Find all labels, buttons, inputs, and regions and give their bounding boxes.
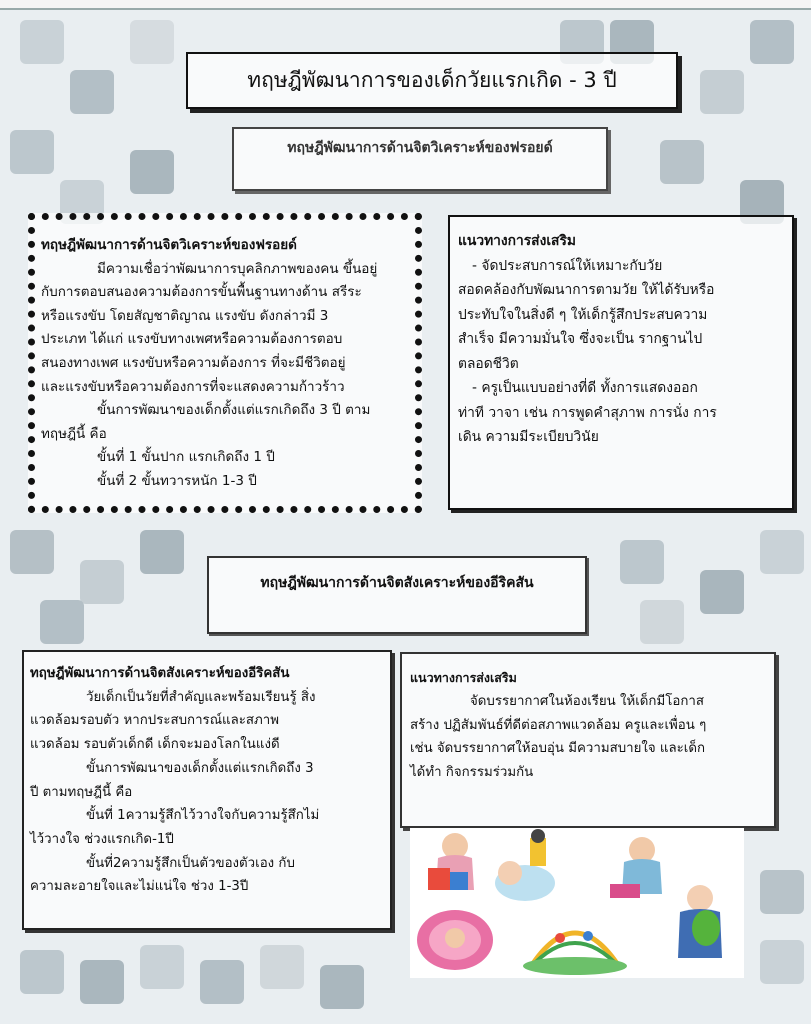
erikson-line: วัยเด็กเป็นวัยที่สำคัญและพร้อมเรียนรู้ สิ่ง <box>86 689 316 705</box>
erikson-promotion-line: จัดบรรยากาศในห้องเรียน ให้เด็กมีโอกาส <box>470 693 705 709</box>
erikson-line: ปี ตามทฤษฎีนี้ คือ <box>30 784 133 800</box>
erikson-promotion-box <box>400 652 776 828</box>
freud-line: กับการตอบสนองความต้องการขั้นพื้นฐานทางด้าน สรีระ <box>41 284 362 301</box>
freud-line: ประเภท ได้แก่ แรงขับทางเพศหรือความต้องการตอบ <box>41 331 343 348</box>
freud-stage-2: ขั้นที่ 2 ขั้นทวารหนัก 1-3 ปี <box>97 472 257 489</box>
freud-line: หรือแรงขับ โดยสัญชาติญาณ แรงขับ ดังกล่าวมี 3 <box>41 307 329 324</box>
freud-promotion-line: เดิน ความมีระเบียบวินัย <box>458 429 599 445</box>
freud-line: สนองทางเพศ แรงขับหรือความต้องการ ที่จะมีชีวิตอยู่ <box>41 354 346 371</box>
freud-line: มีความเชื่อว่าพัฒนาการบุคลิกภาพของคน ขึ้นอยู่ <box>97 260 378 277</box>
erikson-section-title-text: ทฤษฎีพัฒนาการด้านจิตสังเคราะห์ของอีริคสัน <box>260 575 534 591</box>
erikson-line: ความละอายใจและไม่แน่ใจ ช่วง 1-3ปี <box>30 879 249 895</box>
freud-section-title <box>232 127 608 191</box>
erikson-promotion-heading: แนวทางการส่งเสริม <box>410 670 517 685</box>
freud-box-heading: ทฤษฎีพัฒนาการด้านจิตวิเคราะห์ของฟรอยด์ <box>41 237 297 253</box>
babies-playing-photo <box>410 828 744 978</box>
freud-promotion-line: - จัดประสบการณ์ให้เหมาะกับวัย <box>472 257 663 274</box>
babies-illustration <box>410 828 744 978</box>
erikson-line: ขั้นการพัฒนาของเด็กตั้งแต่แรกเกิดถึง 3 <box>86 760 314 776</box>
erikson-stage-2: ขั้นที่2ความรู้สึกเป็นตัวของตัวเอง กับ <box>86 855 295 871</box>
freud-promotion-line: - ครูเป็นแบบอย่างที่ดี ทั้งการแสดงออก <box>472 380 698 396</box>
erikson-box-heading: ทฤษฎีพัฒนาการด้านจิตสังเคราะห์ของอีริคสัน <box>30 666 290 681</box>
freud-promotion-line: ตลอดชีวิต <box>458 355 519 372</box>
freud-promotion-line: สอดคล้องกับพัฒนาการตามวัย ให้ได้รับหรือ <box>458 282 715 298</box>
page-title-text: ทฤษฎีพัฒนาการของเด็กวัยแรกเกิด - 3 ปี <box>247 68 617 92</box>
freud-promotion-line: สำเร็จ มีความมั่นใจ ซึ่งจะเป็น รากฐานไป <box>458 331 703 347</box>
freud-section-title-text: ทฤษฎีพัฒนาการด้านจิตวิเคราะห์ของฟรอยด์ <box>287 140 553 156</box>
top-border <box>0 0 811 10</box>
page-title <box>186 52 678 109</box>
freud-promotion-line: ประทับใจในสิ่งดี ๆ ให้เด็กรู้สึกประสบความ <box>458 306 708 323</box>
freud-line: และแรงขับหรือความต้องการที่จะแสดงความก้าวร้าว <box>41 378 345 395</box>
freud-stage-1: ขั้นที่ 1 ขั้นปาก แรกเกิดถึง 1 ปี <box>97 449 275 466</box>
erikson-promotion-line: สร้าง ปฏิสัมพันธ์ที่ดีต่อสภาพแวดล้อม ครูและเพื่อน ๆ <box>410 717 707 733</box>
freud-promotion-box <box>448 215 794 510</box>
erikson-promotion-line: เช่น จัดบรรยากาศให้อบอุ่น มีความสบายใจ และเด็ก <box>410 741 706 757</box>
erikson-line: แวดล้อมรอบตัว หากประสบการณ์และสภาพ <box>30 713 279 729</box>
erikson-line: แวดล้อม รอบตัวเด็กดี เด็กจะมองโลกในแง่ดี <box>30 737 280 753</box>
freud-theory-box <box>28 213 422 513</box>
erikson-theory-box <box>22 650 392 930</box>
freud-line: ขั้นการพัฒนาของเด็กตั้งแต่แรกเกิดถึง 3 ปี ตาม <box>97 402 371 419</box>
erikson-section-title <box>207 556 587 634</box>
erikson-line: ไว้วางใจ ช่วงแรกเกิด-1ปี <box>30 831 174 847</box>
freud-promotion-line: ท่าที วาจา เช่น การพูดคำสุภาพ การนั่ง การ <box>458 404 717 421</box>
freud-promotion-heading: แนวทางการส่งเสริม <box>458 233 576 249</box>
freud-line: ทฤษฎีนี้ คือ <box>41 425 107 442</box>
erikson-promotion-line: ได้ทำ กิจกรรมร่วมกัน <box>410 765 534 781</box>
erikson-stage-1: ขั้นที่ 1ความรู้สึกไว้วางใจกับความรู้สึกไม่ <box>86 808 320 824</box>
